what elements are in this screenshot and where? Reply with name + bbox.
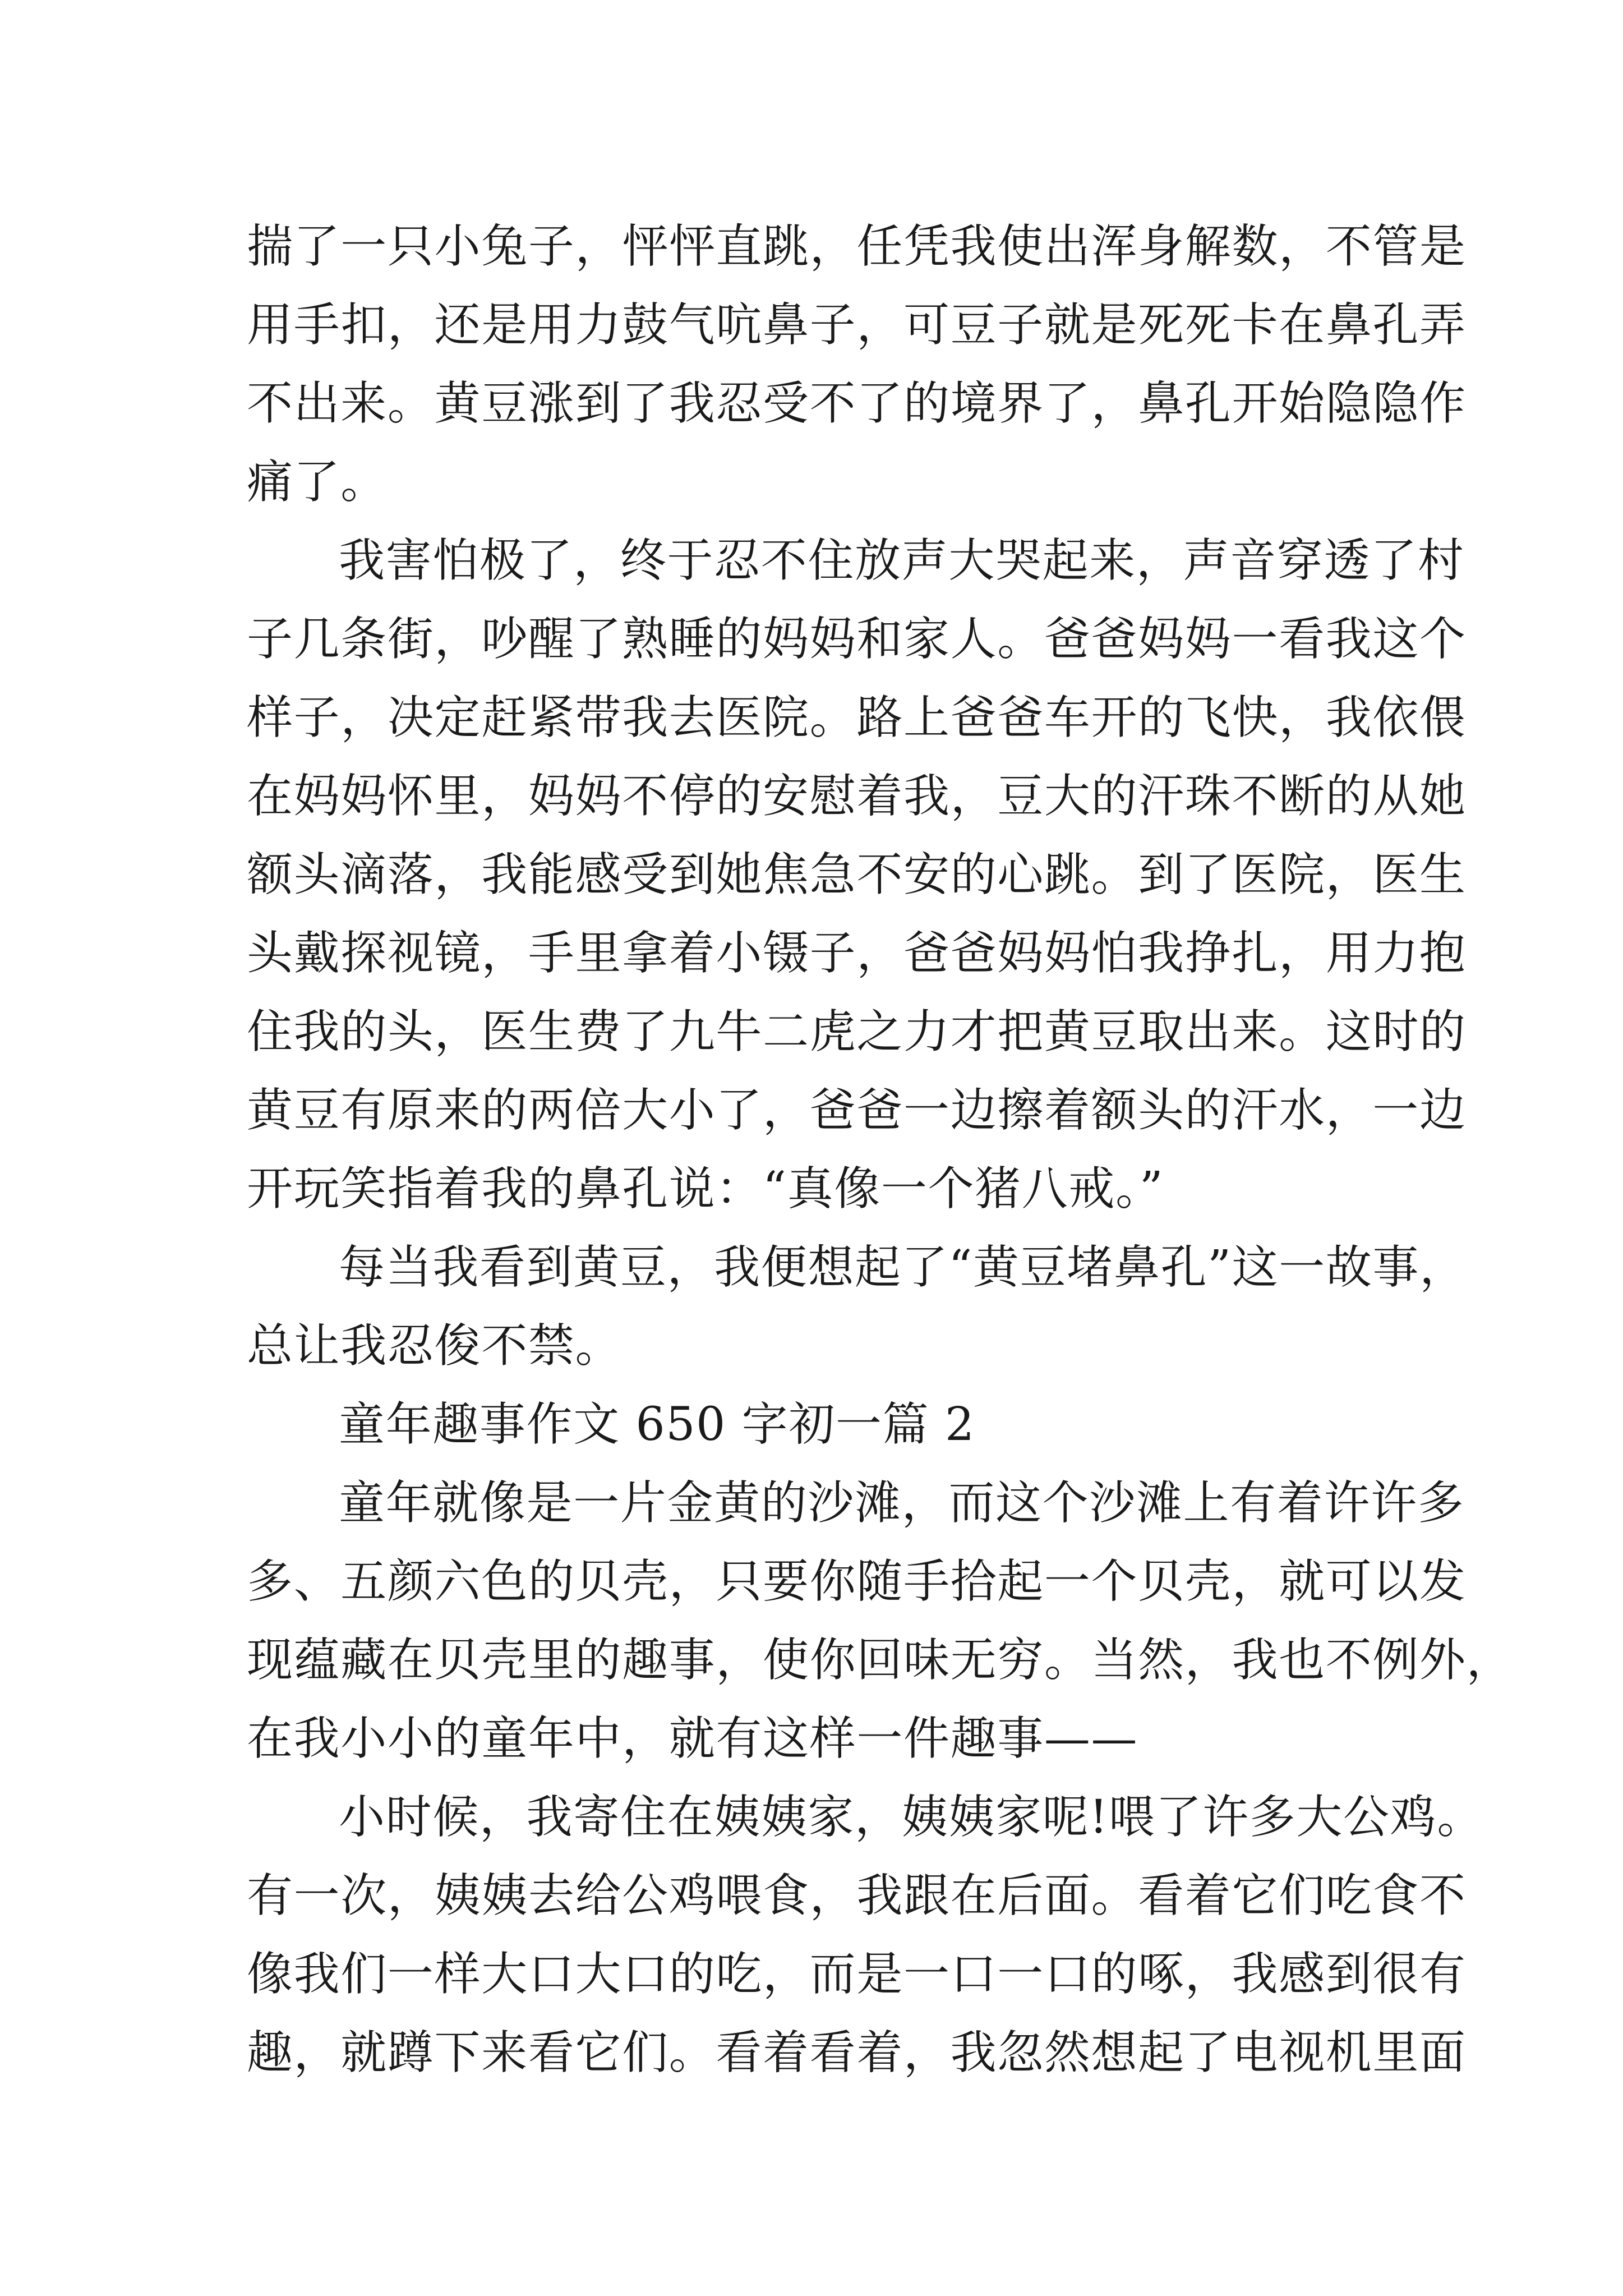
text-line: 小时候，我寄住在姨姨家，姨姨家呢!喂了许多大公鸡。 bbox=[339, 1791, 1484, 1844]
text-line: 痛了。 bbox=[247, 455, 388, 509]
text-line: 样子，决定赶紧带我去医院。路上爸爸车开的飞快，我依偎 bbox=[247, 691, 1467, 744]
text-line: 子几条街，吵醒了熟睡的妈妈和家人。爸爸妈妈一看我这个 bbox=[247, 613, 1467, 666]
text-line: 多、五颜六色的贝壳，只要你随手拾起一个贝壳，就可以发 bbox=[247, 1555, 1467, 1608]
document-body bbox=[247, 208, 1514, 2092]
text-line: 开玩笑指着我的鼻孔说：“真像一个猪八戒。” bbox=[247, 1162, 1164, 1216]
text-line: 趣，就蹲下来看它们。看着看着，我忽然想起了电视机里面 bbox=[247, 2026, 1467, 2079]
text-line: 黄豆有原来的两倍大小了，爸爸一边擦着额头的汗水，一边 bbox=[247, 1084, 1467, 1137]
text-line: 童年趣事作文 650 字初一篇 2 bbox=[339, 1398, 975, 1451]
text-line: 在我小小的童年中，就有这样一件趣事—— bbox=[247, 1712, 1138, 1765]
text-line: 头戴探视镜，手里拿着小镊子，爸爸妈妈怕我挣扎，用力抱 bbox=[247, 927, 1467, 980]
text-line: 在妈妈怀里，妈妈不停的安慰着我，豆大的汗珠不断的从她 bbox=[247, 770, 1467, 823]
text-line: 揣了一只小兔子，怦怦直跳，任凭我使出浑身解数，不管是 bbox=[247, 220, 1467, 273]
text-line: 我害怕极了，终于忍不住放声大哭起来，声音穿透了村 bbox=[339, 534, 1465, 587]
text-line: 现蕴藏在贝壳里的趣事，使你回味无穷。当然，我也不例外， bbox=[247, 1634, 1514, 1687]
text-line: 童年就像是一片金黄的沙滩，而这个沙滩上有着许许多 bbox=[339, 1476, 1465, 1530]
text-line: 每当我看到黄豆，我便想起了“黄豆堵鼻孔”这一故事， bbox=[339, 1241, 1467, 1294]
text-line: 不出来。黄豆涨到了我忍受不了的境界了，鼻孔开始隐隐作 bbox=[247, 377, 1467, 430]
text-line: 总让我忍俊不禁。 bbox=[247, 1319, 623, 1373]
text-line: 额头滴落，我能感受到她焦急不安的心跳。到了医院，医生 bbox=[247, 848, 1467, 901]
text-line: 住我的头，医生费了九牛二虎之力才把黄豆取出来。这时的 bbox=[247, 1005, 1467, 1059]
text-line: 用手扣，还是用力鼓气吭鼻子，可豆子就是死死卡在鼻孔弄 bbox=[247, 298, 1467, 352]
text-line: 像我们一样大口大口的吃，而是一口一口的啄，我感到很有 bbox=[247, 1948, 1467, 2001]
text-line: 有一次，姨姨去给公鸡喂食，我跟在后面。看着它们吃食不 bbox=[247, 1869, 1467, 1922]
